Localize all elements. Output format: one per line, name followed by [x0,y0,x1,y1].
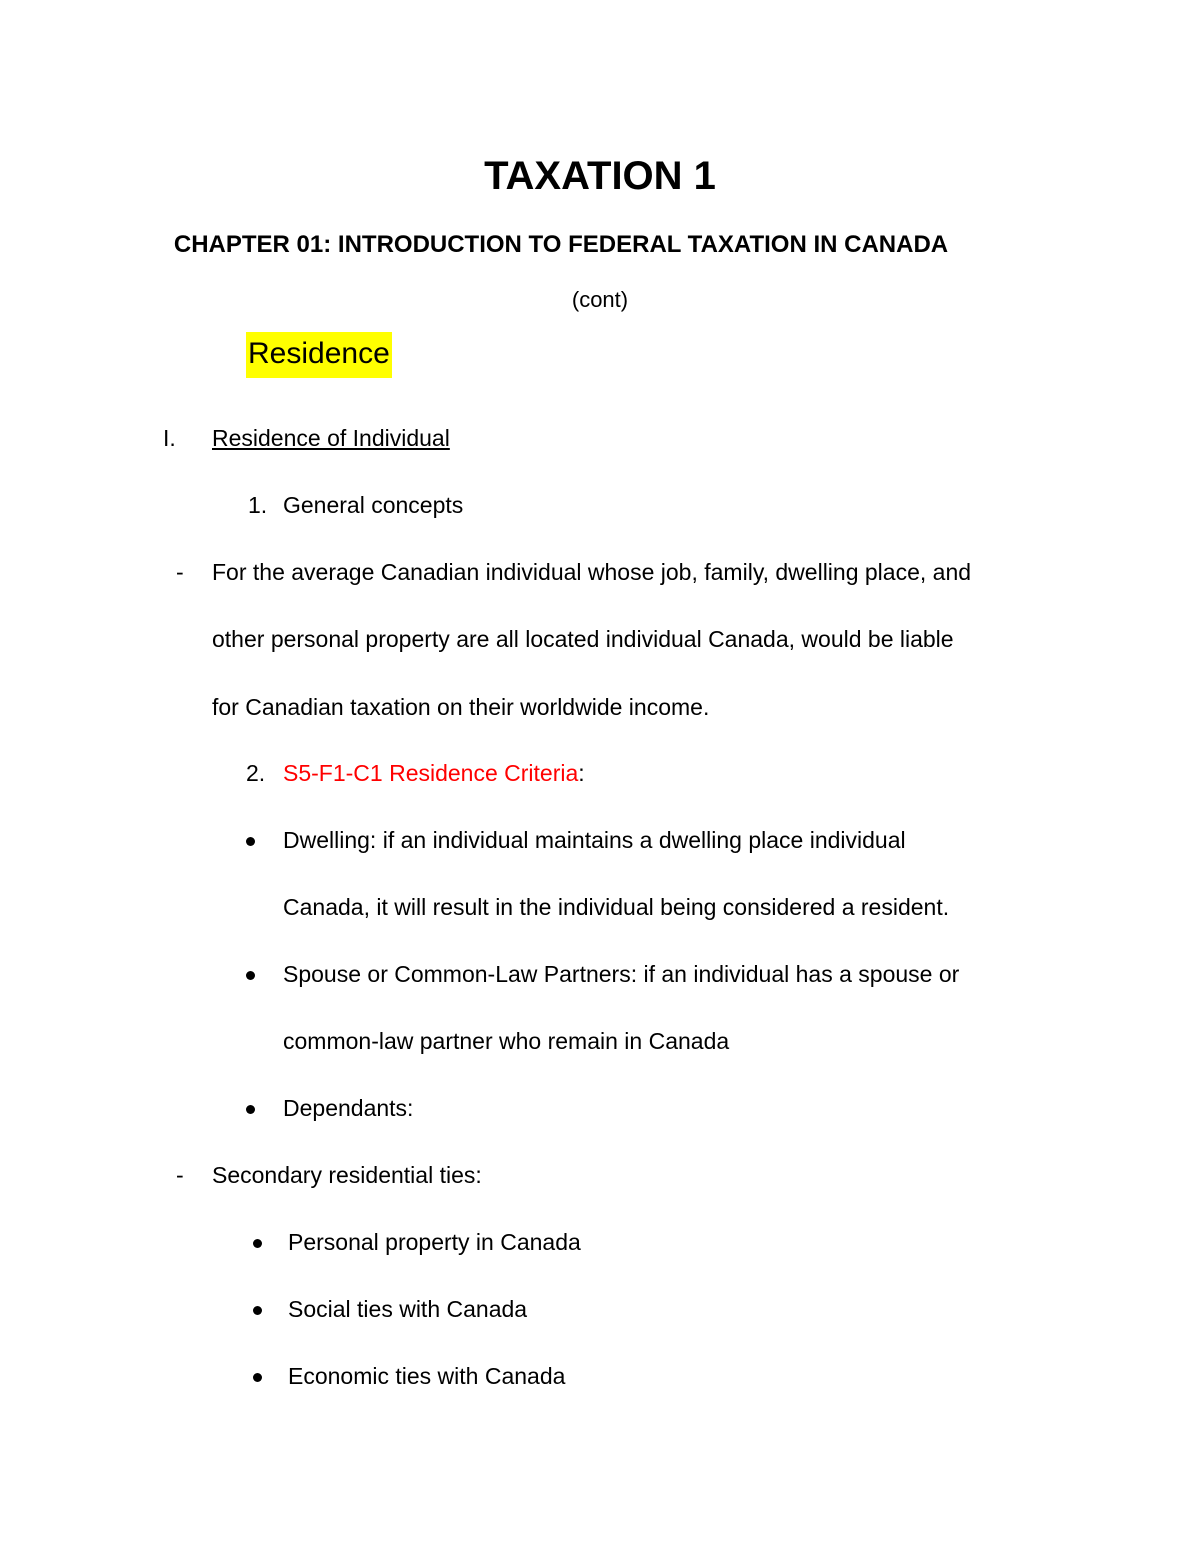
bullet-text-line: Personal property in Canada [288,1229,581,1255]
chapter-heading: CHAPTER 01: INTRODUCTION TO FEDERAL TAXATION IN CANADA [173,231,949,258]
dash-marker: - [176,559,184,585]
bullet-text-line: Spouse or Common-Law Partners: if an individual has a spouse or [283,961,960,987]
paragraph-line: for Canadian taxation on their worldwide income. [212,694,710,720]
roman-numeral-marker: I. [163,425,176,451]
dash-marker: - [176,1162,184,1188]
bullet-icon [253,1373,262,1382]
bullet-text-line: Dependants: [283,1095,414,1121]
bullet-icon [246,971,255,980]
bullet-text-line: Social ties with Canada [288,1296,528,1322]
paragraph-line: other personal property are all located individual Canada, would be liable [212,626,954,652]
secondary-ties-heading: Secondary residential ties: [212,1162,482,1188]
bullet-icon [246,1105,255,1114]
bullet-text-line: Canada, it will result in the individual being considered a resident. [283,894,950,920]
colon: : [578,760,585,786]
numbered-marker-1: 1. [248,492,268,518]
document-title: TAXATION 1 [484,154,716,198]
numbered-marker-2: 2. [246,760,266,786]
bullet-text-line: common-law partner who remain in Canada [283,1028,730,1054]
bullet-icon [253,1239,262,1248]
paragraph-line: For the average Canadian individual whose job, family, dwelling place, and [212,559,972,585]
bullet-text-line: Economic ties with Canada [288,1363,566,1389]
numbered-item-general-concepts: General concepts [283,492,464,518]
bullet-icon [253,1306,262,1315]
continued-label: (cont) [571,287,629,312]
residence-criteria-reference: S5-F1-C1 Residence Criteria [283,760,579,786]
numbered-item-residence-criteria [283,762,585,785]
subsection-heading: Residence of Individual [212,425,450,451]
bullet-icon [246,837,255,846]
section-heading-highlighted: Residence [246,332,392,378]
bullet-text-line: Dwelling: if an individual maintains a dwelling place individual [283,827,906,853]
